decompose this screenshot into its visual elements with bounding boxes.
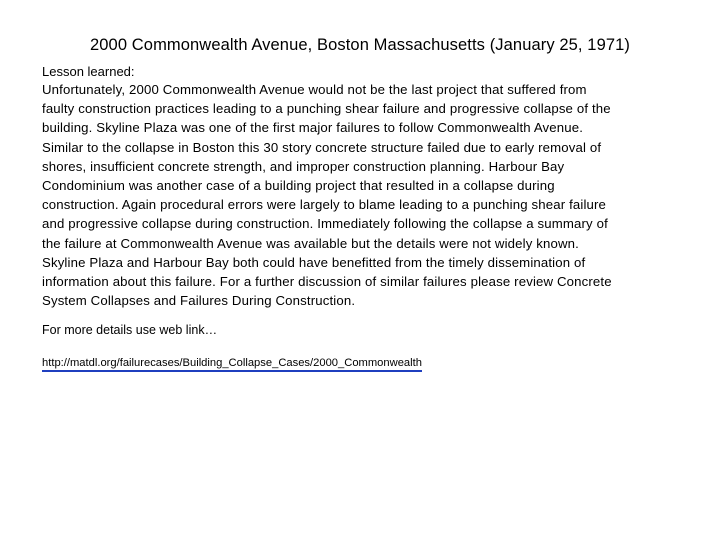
web-link[interactable]: http://matdl.org/failurecases/Building_Collapse_Cases/2000_Commonwealth <box>42 356 422 372</box>
body-line: the failure at Commonwealth Avenue was available but the details were not widely known. <box>42 235 579 251</box>
slide-title: 2000 Commonwealth Avenue, Boston Massachusetts (January 25, 1971) <box>89 36 630 54</box>
body-line: construction. Again procedural errors were largely to blame leading to a punching shear failure <box>42 197 607 213</box>
body-line: building. Skyline Plaza was one of the first major failures to follow Commonwealth Avenue. <box>42 120 584 136</box>
more-details-text: For more details use web link… <box>42 323 218 337</box>
body-line: Condominium was another case of a building project that resulted in a collapse during <box>42 178 555 194</box>
body-line: Similar to the collapse in Boston this 30 story concrete structure failed due to early removal of <box>42 139 602 155</box>
body-line: System Collapses and Failures During Construction. <box>42 293 356 309</box>
body-line: shores, insufficient concrete strength, and improper construction planning. Harbour Bay <box>42 158 565 174</box>
body-line: and progressive collapse during construction. Immediately following the collapse a summary of <box>42 216 608 232</box>
body-line: Skyline Plaza and Harbour Bay both could have benefitted from the timely dissemination of <box>42 254 586 270</box>
body-line: information about this failure. For a further discussion of similar failures please review Concrete <box>42 274 612 290</box>
lesson-learned-label: Lesson learned: <box>42 64 135 79</box>
body-line: faulty construction practices leading to a punching shear failure and progressive collapse of the <box>42 101 611 117</box>
body-line: Unfortunately, 2000 Commonwealth Avenue would not be the last project that suffered from <box>42 82 587 97</box>
lesson-body <box>42 80 672 310</box>
